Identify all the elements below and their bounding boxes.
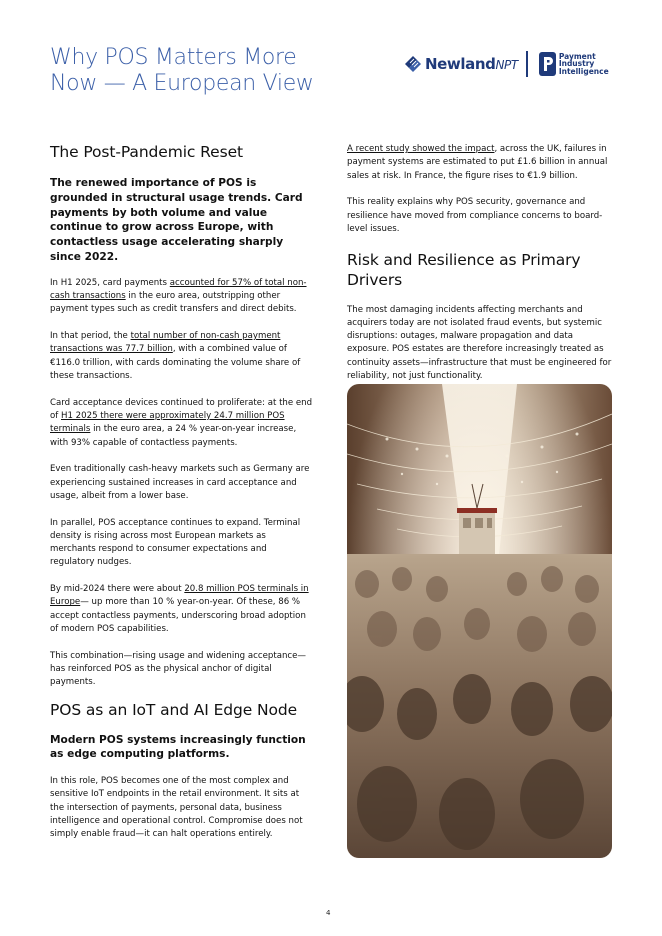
pii-mark-icon bbox=[539, 52, 556, 76]
page-number: 4 bbox=[326, 909, 331, 917]
right-column bbox=[347, 143, 612, 397]
page-title: Why POS Matters More Now — A European View bbox=[50, 45, 314, 96]
section-heading-reset: The Post-Pandemic Reset bbox=[50, 143, 243, 161]
pii-wordmark: Payment Industry Intelligence bbox=[558, 51, 609, 76]
paragraph: The most damaging incidents affecting merchants and acquirers today are not isolated fraud events, but systemic disruptions: outages, malware propagation and data exposure. POS estates are therefore increasingly treated as continuity assets—infrastructure that must be engineered for reliability, not just functionality. bbox=[347, 304, 612, 382]
source-link[interactable]: total number of non-cash payment transactions was 77.7 billion bbox=[50, 331, 281, 355]
source-link[interactable]: accounted for 57% of total non-cash transactions bbox=[50, 277, 307, 302]
pii-logo[interactable] bbox=[539, 51, 609, 76]
paragraph: Even traditionally cash-heavy markets such as Germany are experiencing sustained increases in card acceptance and usage, albeit from a lower base. bbox=[50, 464, 310, 501]
source-link[interactable]: A recent study showed the impact bbox=[347, 144, 495, 154]
paragraph: This combination—rising usage and widening acceptance—has reinforced POS as the physical anchor of digital payments. bbox=[50, 650, 307, 688]
crowd-street-photo bbox=[347, 384, 612, 858]
logo-bar bbox=[404, 50, 609, 78]
source-link[interactable]: 20.8 million POS terminals in Europe bbox=[50, 584, 309, 608]
paragraph: In that period, the total number of non-cash payment transactions was 77.7 billion, with a combined value of €116.0 trillion, with cards dominating the volume share of these transactions. bbox=[50, 331, 301, 381]
crowd-street-image bbox=[347, 384, 612, 858]
logo-divider bbox=[526, 51, 528, 77]
left-column bbox=[50, 142, 313, 855]
section-lead-iot: Modern POS systems increasingly function as edge computing platforms. bbox=[50, 733, 306, 761]
newland-logo[interactable] bbox=[404, 55, 518, 73]
paragraph: This reality explains why POS security, governance and resilience have moved from compliance concerns to board-level issues. bbox=[347, 197, 603, 234]
paragraph: In this role, POS becomes one of the most complex and sensitive IoT endpoints in the retail environment. It sits at the intersection of payments, personal data, business intelligence and operational control. Compromise does not simply enable fraud—it can halt operations entirely. bbox=[50, 776, 303, 840]
paragraph: Card acceptance devices continued to proliferate: at the end of H1 2025 there were approximately 24.7 million POS terminals in the euro area, a 24 % year-on-year increase, with 93% capable of contactless payments. bbox=[50, 397, 313, 448]
paragraph: A recent study showed the impact, across the UK, failures in payment systems are estimated to put £1.6 billion in annual sales at risk. In France, the figure rises to €1.9 billion. bbox=[347, 144, 608, 181]
newland-mark-icon bbox=[404, 55, 422, 73]
section-heading-iot: POS as an IoT and AI Edge Node bbox=[50, 700, 298, 719]
paragraph: In H1 2025, card payments accounted for 57% of total non-cash transactions in the euro area, outstripping other payment types such as credit transfers and direct debits. bbox=[50, 277, 307, 315]
section-lead-reset: The renewed importance of POS is grounded in structural usage trends. Card payments by both volume and value continue to grow across Europe, with contactless usage accelerating sharply since 2022. bbox=[50, 177, 303, 263]
source-link[interactable]: H1 2025 there were approximately 24.7 million POS terminals bbox=[50, 410, 285, 435]
paragraph: In parallel, POS acceptance continues to expand. Terminal density is rising across most European markets as merchants respond to consumer expectations and regulatory nudges. bbox=[50, 517, 301, 568]
newland-wordmark: NewlandNPT bbox=[425, 55, 518, 73]
paragraph: By mid-2024 there were about 20.8 million POS terminals in Europe— up more than 10 % year-on-year. Of these, 86 % accept contactless payments, underscoring broad adoption of modern POS capabilities. bbox=[50, 584, 309, 634]
section-heading-risk: Risk and Resilience as Primary Drivers bbox=[347, 250, 581, 289]
